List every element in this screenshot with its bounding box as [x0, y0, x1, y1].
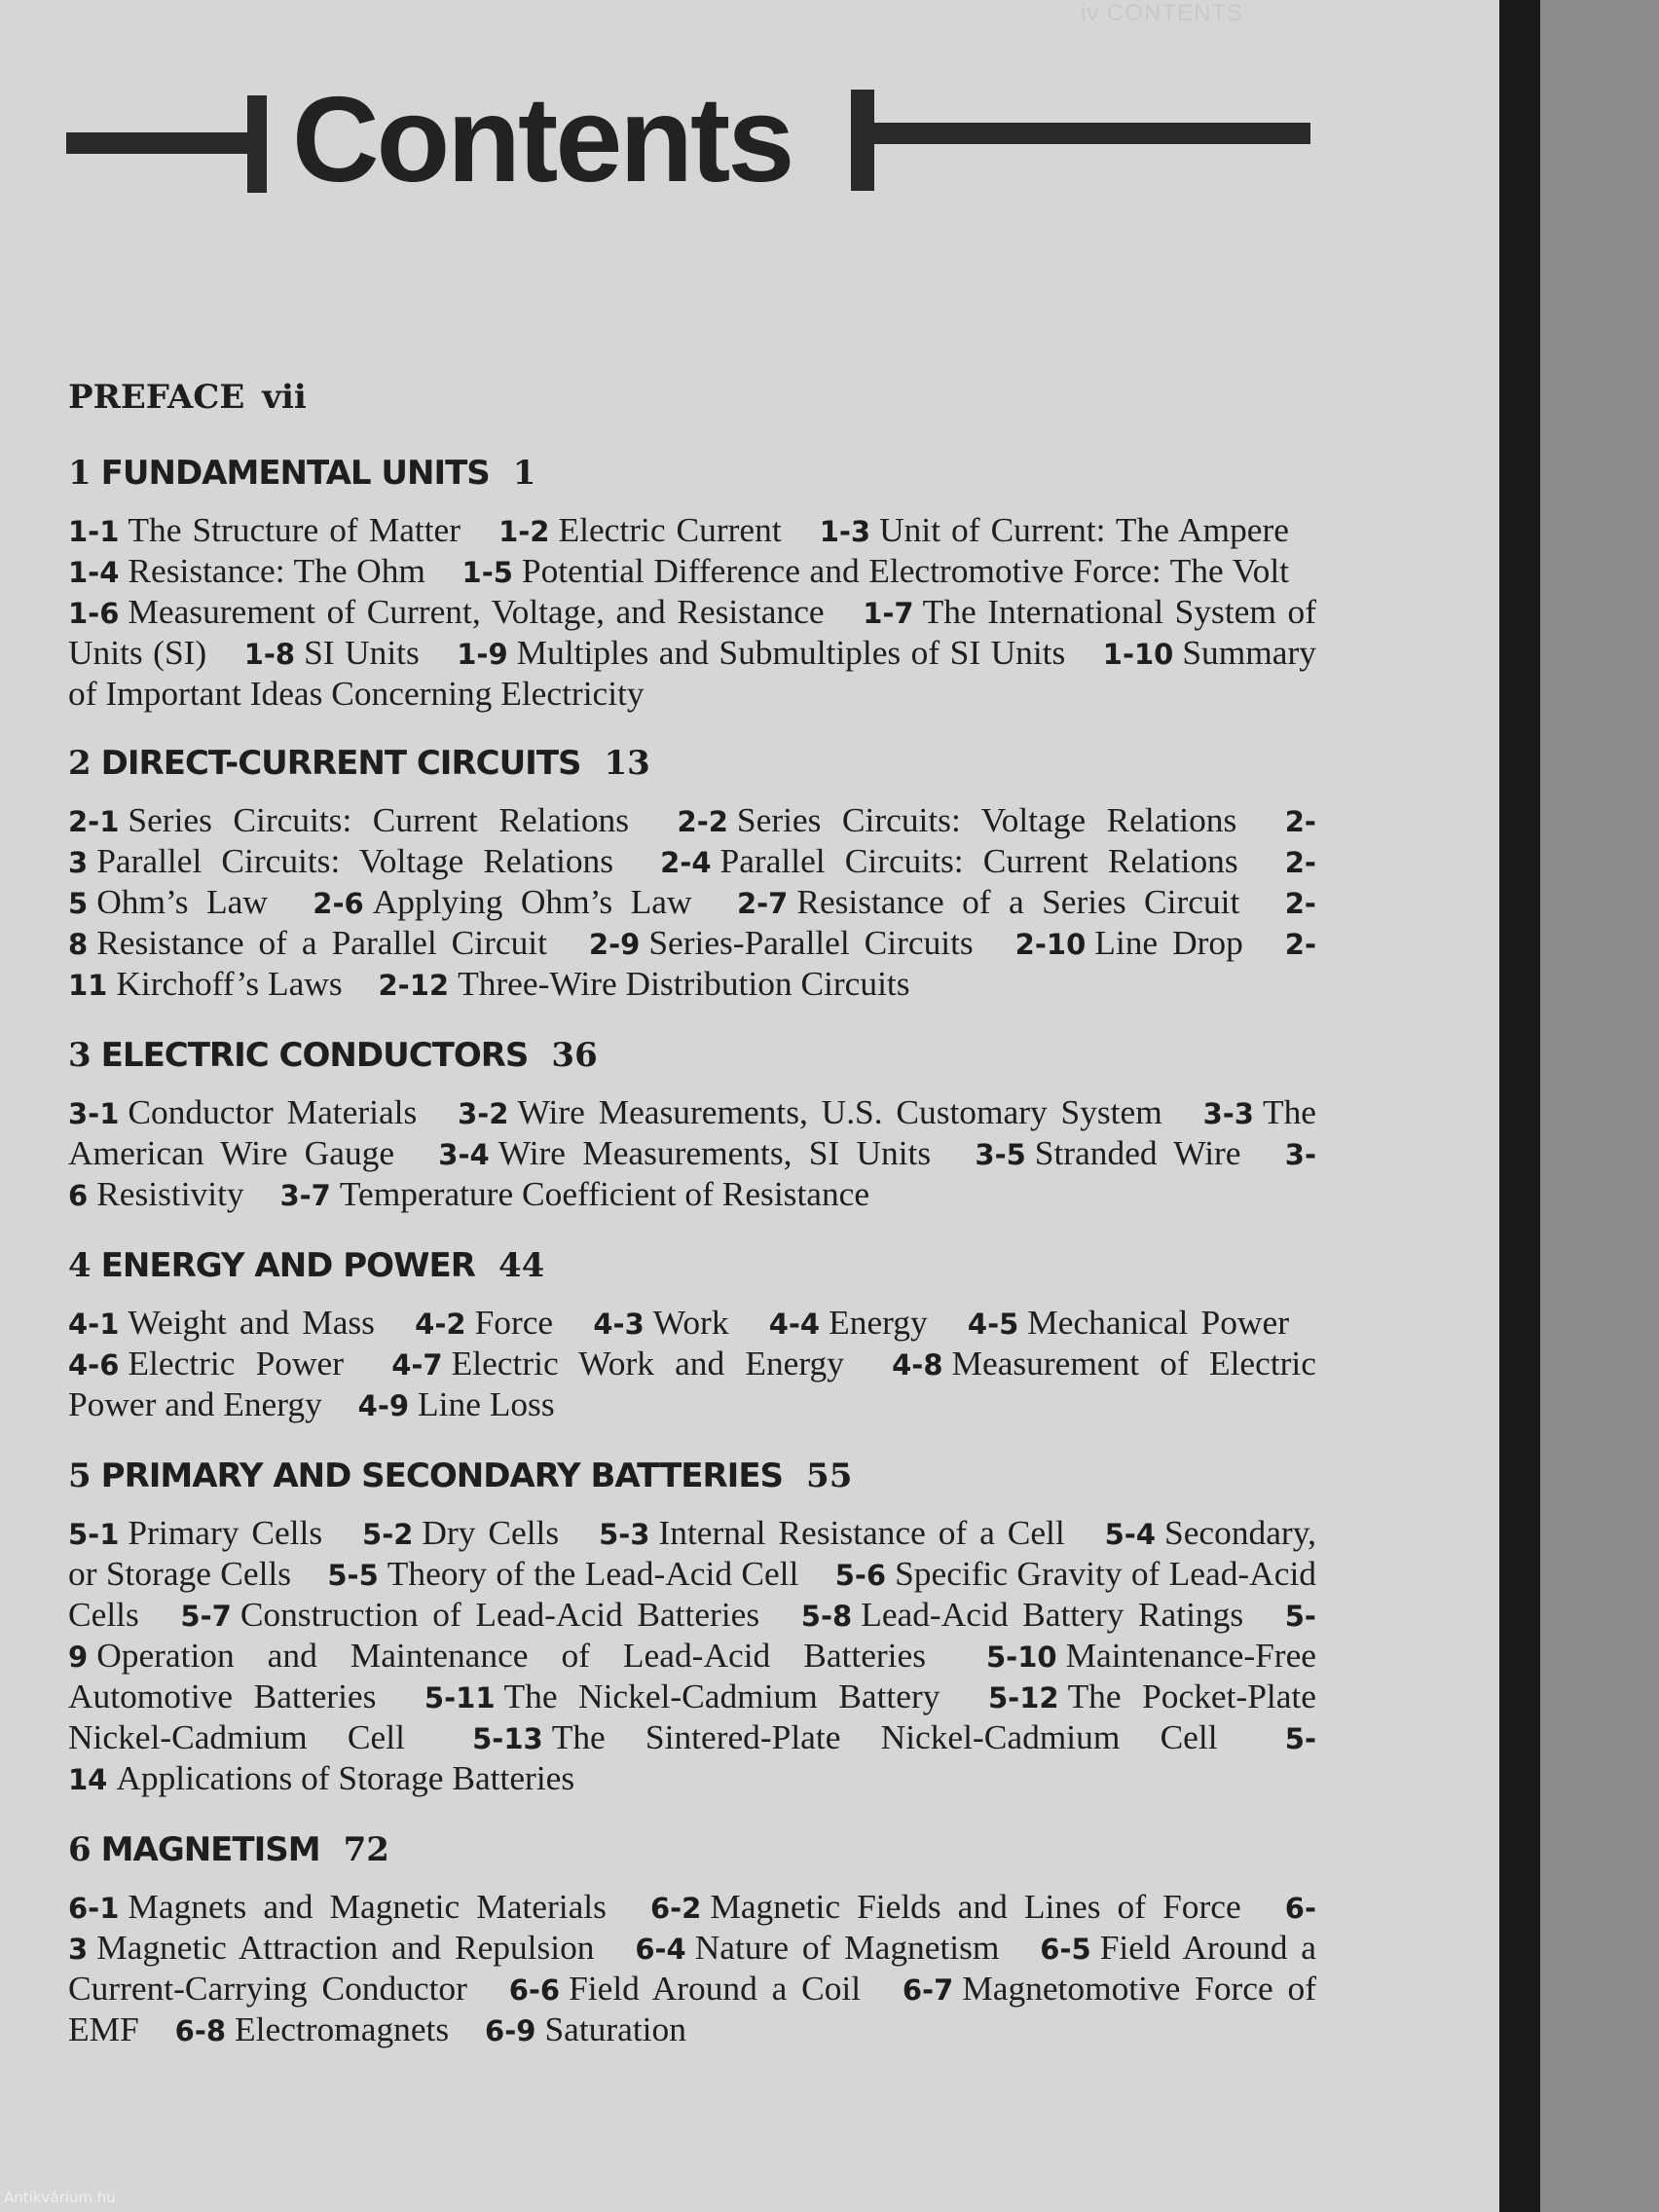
chapter-page: 44 — [498, 1246, 545, 1285]
section-title: Electric Current — [558, 510, 782, 549]
section-title: Parallel Circuits: Voltage Relations — [96, 841, 614, 880]
chapter-list — [68, 454, 1316, 2082]
section-number: 2-10 — [1014, 928, 1087, 961]
section-entry[interactable] — [660, 841, 1238, 880]
section-title: Construction of Lead-Acid Batteries — [240, 1595, 760, 1634]
chapter-6 — [68, 1830, 1316, 2050]
section-title: Applications of Storage Batteries — [116, 1758, 575, 1797]
section-number: 3-2 — [458, 1097, 509, 1130]
chapter-number: 6 — [68, 1830, 92, 1869]
section-number: 2-5 — [68, 846, 1316, 920]
section-number: 4-9 — [357, 1389, 410, 1422]
section-number: 3-5 — [975, 1138, 1026, 1171]
section-number: 6-1 — [68, 1892, 120, 1925]
section-title: SI Units — [304, 633, 420, 672]
section-number: 5-11 — [424, 1681, 496, 1714]
section-entry[interactable] — [769, 1303, 928, 1342]
section-entry[interactable] — [327, 1554, 798, 1593]
section-entry[interactable] — [801, 1595, 1243, 1634]
section-title: Unit of Current: The Ampere — [879, 510, 1289, 549]
section-entry[interactable] — [415, 1303, 553, 1342]
section-entry[interactable] — [593, 1303, 728, 1342]
section-number: 2-3 — [68, 805, 1316, 879]
chapter-title: MAGNETISM — [100, 1830, 320, 1869]
section-number: 5-1 — [68, 1518, 120, 1551]
chapter-heading[interactable] — [68, 1830, 1316, 1869]
section-title: Weight and Mass — [128, 1303, 375, 1342]
section-number: 3-1 — [68, 1097, 120, 1130]
section-number: 6-2 — [649, 1892, 702, 1925]
section-number: 3-6 — [68, 1138, 1316, 1212]
title-post-left — [247, 95, 267, 193]
section-number: 1-1 — [68, 515, 120, 548]
section-number: 4-4 — [768, 1308, 821, 1341]
section-title: Saturation — [544, 2009, 686, 2048]
chapter-heading[interactable] — [68, 454, 1316, 493]
section-number: 4-7 — [391, 1348, 443, 1382]
section-title: Work — [652, 1303, 729, 1342]
section-title: Series-Parallel Circuits — [648, 923, 974, 962]
section-number: 1-2 — [498, 515, 550, 548]
title-rule-right — [870, 123, 1310, 144]
section-title: Electric Power — [128, 1344, 345, 1382]
section-title: Wire Measurements, U.S. Customary System — [517, 1092, 1162, 1131]
section-title: Dry Cells — [422, 1513, 560, 1552]
section-entry[interactable] — [820, 510, 1289, 549]
section-title: Resistivity — [96, 1174, 244, 1213]
section-number: 5-7 — [180, 1600, 232, 1633]
section-number: 2-9 — [588, 928, 641, 961]
section-entry[interactable] — [68, 1092, 417, 1131]
preface-page: vii — [262, 378, 307, 417]
section-entry[interactable] — [68, 1303, 375, 1342]
section-title: The International System of Units (SI) — [68, 592, 1316, 672]
section-list — [68, 1887, 1316, 2050]
section-title: Line Loss — [418, 1384, 555, 1423]
section-title: Electric Work and Energy — [451, 1344, 844, 1382]
section-number: 3-3 — [1202, 1097, 1254, 1130]
section-title: The American Wire Gauge — [68, 1092, 1316, 1172]
section-number: 5-2 — [362, 1518, 414, 1551]
section-number: 4-1 — [68, 1308, 120, 1341]
section-title: Stranded Wire — [1034, 1133, 1241, 1172]
section-entry[interactable] — [462, 551, 1289, 590]
section-title: Resistance of a Parallel Circuit — [96, 923, 547, 962]
section-title: Electromagnets — [235, 2009, 450, 2048]
section-entry[interactable] — [180, 1595, 759, 1634]
section-number: 5-10 — [985, 1641, 1057, 1674]
chapter-number: 1 — [68, 454, 92, 493]
section-number: 1-8 — [243, 638, 296, 671]
chapter-title: DIRECT-CURRENT CIRCUITS — [100, 744, 581, 783]
chapter-number: 3 — [68, 1036, 92, 1075]
section-title: Parallel Circuits: Current Relations — [719, 841, 1238, 880]
section-title: Series Circuits: Current Relations — [128, 800, 630, 839]
section-number: 6-4 — [635, 1933, 686, 1966]
section-title: Summary of Important Ideas Concerning Electricity — [68, 633, 1316, 713]
section-number: 4-6 — [68, 1348, 120, 1382]
page-title: Contents — [292, 73, 793, 207]
section-number: 3-7 — [279, 1179, 331, 1212]
section-title: Magnetomotive Force of EMF — [68, 1969, 1316, 2048]
section-number: 6-7 — [902, 1973, 954, 2007]
section-entry[interactable] — [175, 2009, 450, 2048]
section-title: Measurement of Current, Voltage, and Resistance — [128, 592, 825, 631]
chapter-heading[interactable] — [68, 1246, 1316, 1285]
chapter-title: PRIMARY AND SECONDARY BATTERIES — [100, 1456, 784, 1495]
section-list — [68, 1513, 1316, 1799]
section-number: 5-14 — [68, 1722, 1316, 1796]
section-entry[interactable] — [391, 1344, 844, 1382]
title-rule-left — [66, 132, 257, 154]
section-number: 1-3 — [819, 515, 871, 548]
section-entry[interactable] — [358, 1384, 555, 1423]
section-title: Mechanical Power — [1027, 1303, 1289, 1342]
section-entry[interactable] — [968, 1303, 1289, 1342]
section-title: Series Circuits: Voltage Relations — [736, 800, 1237, 839]
section-title: Secondary, or Storage Cells — [68, 1513, 1316, 1593]
section-number: 1-9 — [457, 638, 508, 671]
preface-label: PREFACE — [68, 378, 245, 417]
section-number: 2-6 — [313, 887, 364, 920]
section-entry[interactable] — [485, 2009, 686, 2048]
section-title: Conductor Materials — [128, 1092, 418, 1131]
section-entry[interactable] — [737, 882, 1239, 921]
section-number: 2-12 — [378, 969, 450, 1002]
section-title: Resistance: The Ohm — [128, 551, 425, 590]
section-number: 1-7 — [863, 597, 914, 630]
chapter-page: 36 — [551, 1036, 598, 1075]
section-title: Ohm’s Law — [96, 882, 268, 921]
section-title: Kirchoff’s Laws — [116, 964, 343, 1003]
chapter-page: 13 — [604, 744, 650, 783]
section-title: Operation and Maintenance of Lead-Acid Batteries — [96, 1636, 926, 1675]
section-title: Multiples and Submultiples of SI Units — [516, 633, 1066, 672]
section-number: 5-5 — [327, 1559, 379, 1592]
section-title: Three-Wire Distribution Circuits — [458, 964, 910, 1003]
section-entry[interactable] — [635, 1928, 999, 1967]
section-title: Temperature Coefficient of Resistance — [339, 1174, 870, 1213]
section-title: Energy — [829, 1303, 928, 1342]
section-number: 1-6 — [68, 597, 120, 630]
running-header: iv CONTENTS — [1081, 0, 1243, 26]
section-list — [68, 510, 1316, 713]
section-title: Force — [474, 1303, 554, 1342]
section-number: 4-5 — [967, 1308, 1019, 1341]
book-spine — [1499, 0, 1540, 2212]
section-number: 5-8 — [800, 1600, 853, 1633]
section-entry[interactable] — [362, 1513, 559, 1552]
section-number: 5-9 — [68, 1600, 1316, 1674]
watermark: Antikvárium.hu — [4, 2189, 116, 2206]
section-entry[interactable] — [458, 1092, 1162, 1131]
section-number: 1-4 — [68, 556, 120, 589]
section-title: Potential Difference and Electromotive Force: The Volt — [521, 551, 1289, 590]
section-title: Magnets and Magnetic Materials — [128, 1887, 607, 1926]
section-entry[interactable] — [68, 800, 629, 839]
title-block — [66, 73, 1310, 207]
chapter-2 — [68, 744, 1316, 1005]
section-number: 2-4 — [660, 846, 712, 879]
section-title: Wire Measurements, SI Units — [498, 1133, 932, 1172]
chapter-title: ELECTRIC CONDUCTORS — [100, 1036, 529, 1075]
section-number: 6-8 — [174, 2014, 227, 2047]
section-number: 2-1 — [68, 805, 120, 838]
chapter-3 — [68, 1036, 1316, 1215]
section-entry[interactable] — [244, 633, 420, 672]
section-entry[interactable] — [438, 1133, 931, 1172]
section-number: 4-2 — [415, 1308, 466, 1341]
section-number: 5-3 — [599, 1518, 650, 1551]
section-entry[interactable] — [68, 592, 825, 631]
section-entry[interactable] — [68, 1887, 607, 1926]
section-entry[interactable] — [313, 882, 691, 921]
section-number: 6-5 — [1040, 1933, 1091, 1966]
section-number: 1-5 — [461, 556, 513, 589]
chapter-title: FUNDAMENTAL UNITS — [100, 454, 490, 493]
section-number: 2-11 — [68, 928, 1316, 1002]
section-entry[interactable] — [589, 923, 974, 962]
section-title: The Nickel-Cadmium Battery — [503, 1677, 940, 1715]
section-title: The Pocket-Plate Nickel-Cadmium Cell — [68, 1677, 1316, 1756]
section-title: The Sintered-Plate Nickel-Cadmium Cell — [551, 1717, 1218, 1756]
section-number: 6-6 — [508, 1973, 561, 2007]
section-number: 6-9 — [485, 2014, 536, 2047]
section-entry[interactable] — [650, 1887, 1241, 1926]
section-number: 5-12 — [987, 1681, 1059, 1714]
section-title: Nature of Magnetism — [694, 1928, 1000, 1967]
section-entry[interactable] — [68, 551, 425, 590]
section-entry[interactable] — [68, 1513, 322, 1552]
section-list — [68, 1092, 1316, 1215]
section-number: 5-13 — [472, 1722, 543, 1755]
chapter-4 — [68, 1246, 1316, 1425]
chapter-number: 4 — [68, 1246, 92, 1285]
section-number: 1-10 — [1102, 638, 1174, 671]
section-list — [68, 800, 1316, 1005]
chapter-1 — [68, 454, 1316, 713]
section-entry[interactable] — [379, 964, 910, 1003]
section-title: Magnetic Attraction and Repulsion — [96, 1928, 595, 1967]
section-entry[interactable] — [279, 1174, 869, 1213]
section-entry[interactable] — [498, 510, 782, 549]
section-number: 2-2 — [677, 805, 728, 838]
section-entry[interactable] — [457, 633, 1065, 672]
section-title: Maintenance-Free Automotive Batteries — [68, 1636, 1316, 1715]
section-title: Line Drop — [1094, 923, 1243, 962]
section-entry[interactable] — [975, 1133, 1240, 1172]
section-number: 5-4 — [1104, 1518, 1157, 1551]
section-title: Field Around a Current-Carrying Conductor — [68, 1928, 1316, 2008]
chapter-5 — [68, 1456, 1316, 1799]
chapter-number: 5 — [68, 1456, 92, 1495]
section-number: 3-4 — [438, 1138, 490, 1171]
section-number: 2-7 — [736, 887, 789, 920]
section-entry[interactable] — [68, 510, 461, 549]
section-title: Lead-Acid Battery Ratings — [861, 1595, 1244, 1634]
section-entry[interactable] — [509, 1969, 861, 2008]
chapter-title: ENERGY AND POWER — [100, 1246, 475, 1285]
section-title: Internal Resistance of a Cell — [658, 1513, 1065, 1552]
chapter-page: 55 — [806, 1456, 853, 1495]
section-title: Specific Gravity of Lead-Acid Cells — [68, 1554, 1316, 1634]
preface-entry[interactable] — [68, 378, 307, 417]
chapter-page: 1 — [512, 454, 536, 493]
section-title: Field Around a Coil — [569, 1969, 862, 2008]
chapter-number: 2 — [68, 744, 92, 783]
section-title: Theory of the Lead-Acid Cell — [387, 1554, 799, 1593]
section-entry[interactable] — [1015, 923, 1243, 962]
section-title: Resistance of a Series Circuit — [796, 882, 1240, 921]
section-number: 4-8 — [892, 1348, 943, 1382]
chapter-heading[interactable] — [68, 1456, 1316, 1495]
section-title: Measurement of Electric Power and Energy — [68, 1344, 1316, 1423]
section-entry[interactable] — [599, 1513, 1065, 1552]
chapter-page: 72 — [343, 1830, 389, 1869]
section-title: Magnetic Fields and Lines of Force — [710, 1887, 1241, 1926]
section-title: The Structure of Matter — [128, 510, 461, 549]
chapter-heading[interactable] — [68, 744, 1316, 783]
section-entry[interactable] — [472, 1717, 1217, 1756]
section-number: 5-6 — [834, 1559, 887, 1592]
section-number: 4-3 — [593, 1308, 645, 1341]
section-list — [68, 1303, 1316, 1425]
section-number: 6-3 — [68, 1892, 1316, 1966]
section-entry[interactable] — [68, 1344, 344, 1382]
section-number: 2-8 — [68, 887, 1316, 961]
section-title: Applying Ohm’s Law — [372, 882, 692, 921]
section-entry[interactable] — [678, 800, 1237, 839]
chapter-heading[interactable] — [68, 1036, 1316, 1075]
section-entry[interactable] — [424, 1677, 940, 1715]
section-title: Primary Cells — [128, 1513, 323, 1552]
